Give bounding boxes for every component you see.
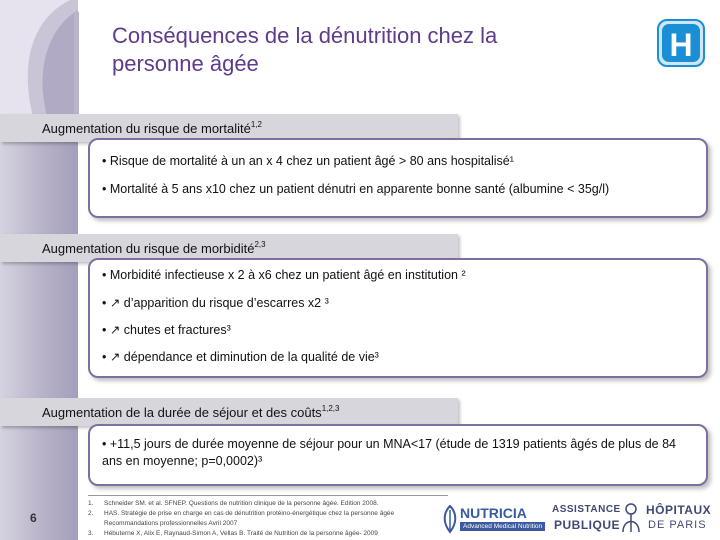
reference-item	[88, 500, 379, 507]
section-box-mortality	[88, 138, 708, 218]
list-item: • Mortalité à 5 ans x10 chez un patient dénutri en apparente bonne santé (albumine < 35g/l)	[102, 182, 610, 196]
section-heading-morbidity	[42, 240, 266, 256]
references	[88, 495, 448, 537]
hp-line-1: HÔPITAUX	[646, 503, 712, 517]
page-title	[112, 22, 632, 78]
nutricia-tagline: Advanced Medical Nutrition	[460, 522, 545, 531]
list-item: • ↗ dépendance et diminution de la qualité de vie³	[102, 350, 379, 364]
ref-text: Recommandations professionnelles Avril 2007	[104, 520, 238, 527]
section-header-duration	[0, 398, 458, 426]
ref-number: 1.	[88, 500, 94, 507]
nutricia-logo	[440, 502, 546, 536]
aphp-emblem-icon	[620, 502, 642, 534]
ref-text: HAS. Stratégie de prise en charge en cas de dénutrition protéino-énergétique chez la personne âgée	[104, 510, 395, 517]
hp-line-2: DE PARIS	[648, 519, 707, 531]
ref-text: Schneider SM. et al. SFNEP. Questions de nutrition clinique de la personne âgée. Edition 2008.	[104, 500, 379, 507]
list-item: • ↗ chutes et fractures³	[102, 323, 231, 337]
list-item: • Risque de mortalité à un an x 4 chez un patient âgé > 80 ans hospitalisé¹	[102, 154, 514, 168]
reference-item	[88, 510, 394, 517]
reference-item	[88, 530, 378, 537]
nutricia-mark-icon	[440, 504, 460, 534]
reference-item	[88, 520, 237, 527]
ref-number: 3.	[88, 530, 94, 537]
ap-line-2: PUBLIQUE	[554, 518, 621, 532]
title-line-1: Conséquences de la dénutrition chez la	[112, 23, 498, 48]
ap-line-1: ASSISTANCE	[552, 504, 621, 515]
heading-sup: 2,3	[254, 240, 266, 249]
section-heading-duration	[42, 404, 339, 420]
heading-text: Augmentation du risque de mortalité	[42, 121, 251, 136]
list-item: • Morbidité infectieuse x 2 à x6 chez un patient âgé en institution ²	[102, 268, 466, 282]
list-item: • +11,5 jours de durée moyenne de séjour pour un MNA<17 (étude de 1319 patients âgés de plus de 84 ans en moyenne; p=0,0002)³	[102, 437, 676, 468]
page-number: 6	[30, 511, 37, 525]
hopitaux-de-paris-logo	[620, 500, 716, 536]
ref-number: 2.	[88, 510, 94, 517]
nutricia-name: NUTRICIA	[460, 505, 527, 521]
logo-letter: H	[669, 27, 693, 63]
section-box-duration	[88, 424, 708, 486]
section-heading-mortality	[42, 120, 262, 136]
title-line-2: personne âgée	[112, 51, 259, 76]
assistance-publique-logo	[552, 500, 621, 536]
heading-text: Augmentation de la durée de séjour et des coûts	[42, 405, 322, 420]
heading-sup: 1,2	[250, 120, 262, 129]
heading-text: Augmentation du risque de morbidité	[42, 241, 255, 256]
hospital-logo-icon	[656, 18, 706, 68]
section-box-morbidity	[88, 258, 708, 378]
list-item: • ↗ d’apparition du risque d’escarres x2 ³	[102, 296, 329, 310]
ref-text: Hébuterne X, Alix E, Raynaud-Simon A, Vellas B. Traité de Nutrition de la personne âgée- 2009	[104, 530, 378, 537]
heading-sup: 1,2,3	[321, 404, 340, 413]
